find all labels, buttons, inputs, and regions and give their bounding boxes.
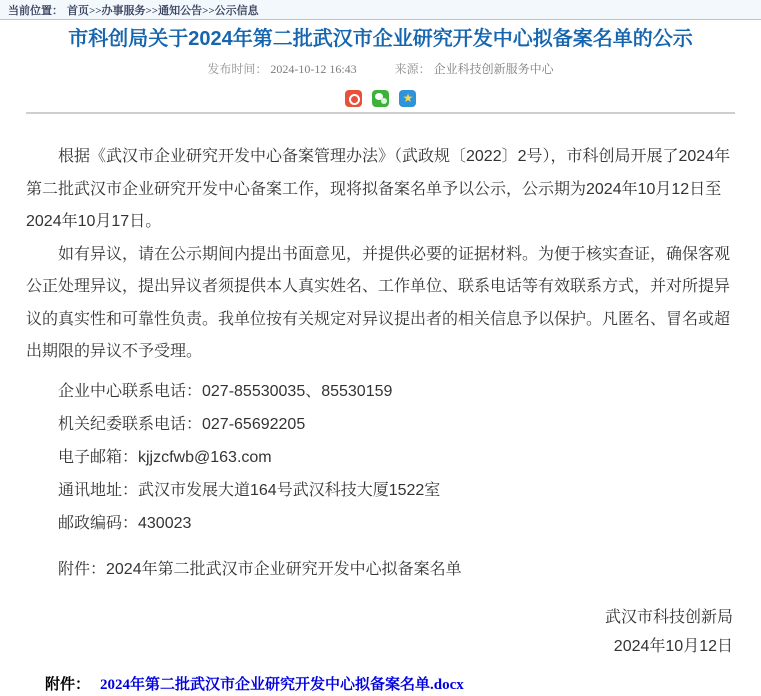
source-label: 来源： xyxy=(394,62,431,76)
breadcrumb-label: 当前位置： xyxy=(8,4,63,17)
publish-time-label: 发布时间： xyxy=(207,62,268,76)
attachment-bar xyxy=(0,674,761,696)
article xyxy=(0,27,761,661)
attachment-note: 附件：2024年第二批武汉市企业研究开发中心拟备案名单 xyxy=(58,560,462,578)
publish-time-value: 2024-10-12 16:43 xyxy=(270,62,357,76)
share-row xyxy=(26,90,735,107)
weibo-share-icon[interactable] xyxy=(345,90,362,107)
wechat-share-icon[interactable] xyxy=(372,90,389,107)
breadcrumb[interactable]: 首页>>办事服务>>通知公告>>公示信息 xyxy=(67,4,259,17)
contact-info xyxy=(26,375,735,540)
article-body xyxy=(26,141,735,661)
paragraph-2: 如有异议，请在公示期间内提出书面意见，并提供必要的证据材料。为便于核实查证，确保客观公正处理异议，提出异议者须提供本人真实姓名、工作单位、联系电话等有效联系方式，并对所提异议的真实性和可靠性负责。我单位按有关规定对异议提出者的相关信息予以保护。凡匿名、冒名或超出期限的异议不予受理。 xyxy=(26,245,731,360)
contact-postcode: 邮政编码：430023 xyxy=(58,514,192,532)
contact-enterprise-phone: 企业中心联系电话：027-85530035、85530159 xyxy=(58,382,393,400)
paragraph-1: 根据《武汉市企业研究开发中心备案管理办法》（武政规〔2022〕2号），市科创局开展了2024年第二批武汉市企业研究开发中心备案工作，现将拟备案名单予以公示，公示期为2024年10月12日至2024年10月17日。 xyxy=(26,148,731,230)
signature-block xyxy=(26,603,735,661)
article-meta xyxy=(26,60,735,77)
qzone-share-icon[interactable]: ★ xyxy=(399,90,416,107)
contact-address: 通讯地址：武汉市发展大道164号武汉科技大厦1522室 xyxy=(58,481,441,499)
signature-date: 2024年10月12日 xyxy=(613,638,733,655)
breadcrumb-bar xyxy=(0,0,761,20)
signature-org: 武汉市科技创新局 xyxy=(604,609,733,626)
contact-email: 电子邮箱：kjjzcfwb@163.com xyxy=(58,448,272,466)
page-title: 市科创局关于2024年第二批武汉市企业研究开发中心拟备案名单的公示 xyxy=(68,28,693,50)
divider xyxy=(26,112,735,114)
source-value: 企业科技创新服务中心 xyxy=(433,62,554,76)
contact-discipline-phone: 机关纪委联系电话：027-65692205 xyxy=(58,415,306,433)
attachment-file-link[interactable]: 2024年第二批武汉市企业研究开发中心拟备案名单.docx xyxy=(100,677,464,693)
attachment-label: 附件： xyxy=(45,677,91,693)
